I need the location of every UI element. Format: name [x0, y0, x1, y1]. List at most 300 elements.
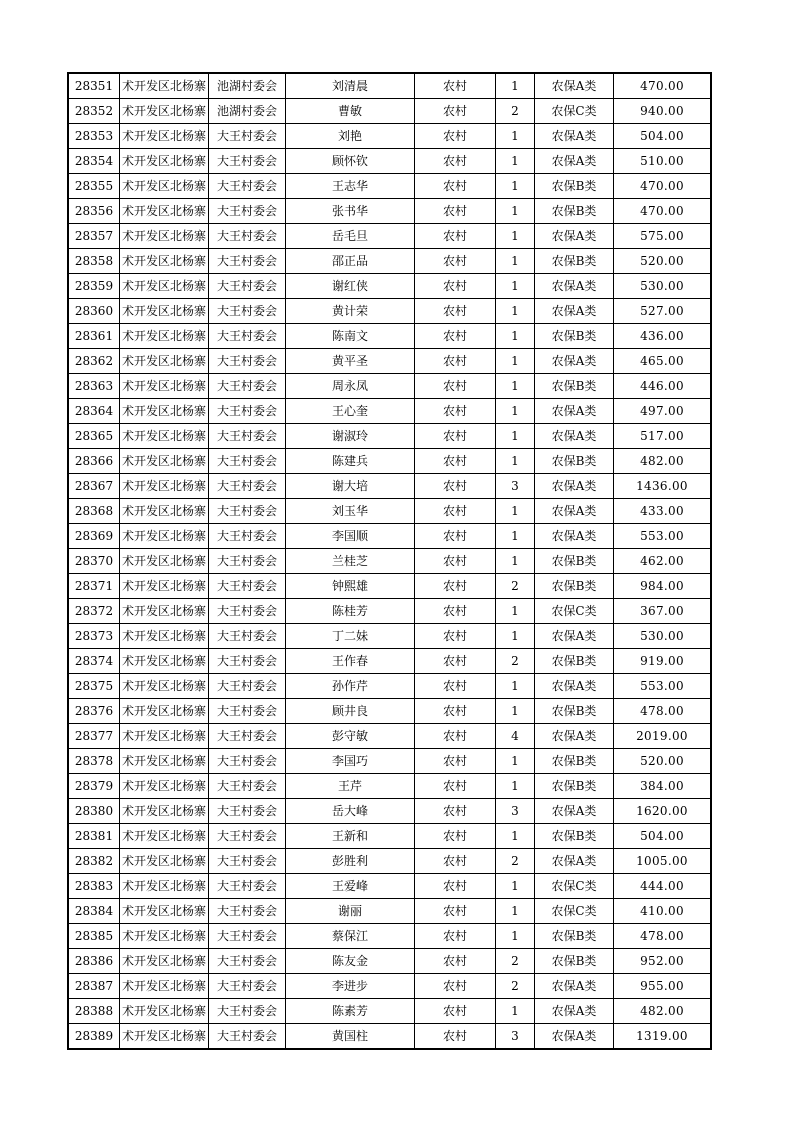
cell-class: 农保A类: [535, 349, 614, 374]
cell-count: 3: [496, 474, 535, 499]
cell-count: 1: [496, 599, 535, 624]
cell-village: 大王村委会: [209, 249, 286, 274]
cell-id: 28370: [68, 549, 120, 574]
table-row: [68, 649, 711, 674]
cell-name: 刘清晨: [286, 73, 415, 99]
cell-count: 1: [496, 999, 535, 1024]
table-row: [68, 324, 711, 349]
cell-count: 1: [496, 224, 535, 249]
cell-area: 术开发区北杨寨: [120, 949, 209, 974]
cell-area: 术开发区北杨寨: [120, 149, 209, 174]
cell-area: 术开发区北杨寨: [120, 824, 209, 849]
cell-class: 农保A类: [535, 399, 614, 424]
cell-name: 黄计荣: [286, 299, 415, 324]
cell-id: 28388: [68, 999, 120, 1024]
cell-village: 大王村委会: [209, 524, 286, 549]
cell-name: 陈素芳: [286, 999, 415, 1024]
table-row: [68, 149, 711, 174]
cell-name: 刘玉华: [286, 499, 415, 524]
cell-village: 大王村委会: [209, 849, 286, 874]
cell-village: 大王村委会: [209, 999, 286, 1024]
cell-class: 农保B类: [535, 824, 614, 849]
cell-area: 术开发区北杨寨: [120, 224, 209, 249]
cell-area: 术开发区北杨寨: [120, 774, 209, 799]
cell-village: 大王村委会: [209, 274, 286, 299]
cell-class: 农保C类: [535, 599, 614, 624]
cell-amount: 530.00: [614, 274, 712, 299]
cell-class: 农保A类: [535, 1024, 614, 1050]
cell-name: 陈南文: [286, 324, 415, 349]
cell-type: 农村: [415, 749, 496, 774]
cell-id: 28386: [68, 949, 120, 974]
cell-name: 陈建兵: [286, 449, 415, 474]
cell-village: 大王村委会: [209, 949, 286, 974]
cell-type: 农村: [415, 224, 496, 249]
cell-count: 1: [496, 349, 535, 374]
cell-type: 农村: [415, 399, 496, 424]
cell-id: 28354: [68, 149, 120, 174]
cell-area: 术开发区北杨寨: [120, 474, 209, 499]
cell-type: 农村: [415, 674, 496, 699]
cell-type: 农村: [415, 524, 496, 549]
cell-amount: 527.00: [614, 299, 712, 324]
cell-village: 大王村委会: [209, 449, 286, 474]
cell-type: 农村: [415, 1024, 496, 1050]
cell-village: 大王村委会: [209, 799, 286, 824]
cell-village: 大王村委会: [209, 349, 286, 374]
cell-id: 28358: [68, 249, 120, 274]
cell-id: 28372: [68, 599, 120, 624]
cell-type: 农村: [415, 73, 496, 99]
cell-count: 1: [496, 624, 535, 649]
table-row: [68, 299, 711, 324]
cell-class: 农保A类: [535, 149, 614, 174]
cell-amount: 482.00: [614, 449, 712, 474]
cell-id: 28369: [68, 524, 120, 549]
cell-amount: 497.00: [614, 399, 712, 424]
cell-id: 28357: [68, 224, 120, 249]
cell-amount: 410.00: [614, 899, 712, 924]
cell-village: 大王村委会: [209, 724, 286, 749]
cell-id: 28387: [68, 974, 120, 999]
cell-name: 丁二妹: [286, 624, 415, 649]
table-row: [68, 399, 711, 424]
cell-area: 术开发区北杨寨: [120, 999, 209, 1024]
cell-class: 农保B类: [535, 774, 614, 799]
cell-count: 2: [496, 574, 535, 599]
table-body: [68, 73, 711, 1049]
cell-amount: 952.00: [614, 949, 712, 974]
cell-class: 农保A类: [535, 674, 614, 699]
cell-type: 农村: [415, 274, 496, 299]
cell-type: 农村: [415, 974, 496, 999]
cell-village: 大王村委会: [209, 874, 286, 899]
table-row: [68, 424, 711, 449]
cell-type: 农村: [415, 199, 496, 224]
cell-type: 农村: [415, 549, 496, 574]
cell-class: 农保B类: [535, 374, 614, 399]
cell-amount: 520.00: [614, 749, 712, 774]
table-row: [68, 824, 711, 849]
cell-type: 农村: [415, 574, 496, 599]
cell-area: 术开发区北杨寨: [120, 499, 209, 524]
cell-id: 28368: [68, 499, 120, 524]
cell-village: 大王村委会: [209, 424, 286, 449]
cell-type: 农村: [415, 874, 496, 899]
cell-area: 术开发区北杨寨: [120, 599, 209, 624]
cell-id: 28381: [68, 824, 120, 849]
cell-name: 黄平圣: [286, 349, 415, 374]
cell-count: 2: [496, 849, 535, 874]
cell-class: 农保A类: [535, 274, 614, 299]
cell-name: 王爱峰: [286, 874, 415, 899]
cell-id: 28382: [68, 849, 120, 874]
cell-village: 大王村委会: [209, 549, 286, 574]
cell-village: 大王村委会: [209, 699, 286, 724]
cell-amount: 470.00: [614, 73, 712, 99]
table-row: [68, 274, 711, 299]
cell-class: 农保A类: [535, 799, 614, 824]
cell-amount: 444.00: [614, 874, 712, 899]
cell-class: 农保B类: [535, 249, 614, 274]
cell-count: 2: [496, 649, 535, 674]
cell-area: 术开发区北杨寨: [120, 1024, 209, 1050]
cell-amount: 478.00: [614, 924, 712, 949]
table-row: [68, 374, 711, 399]
cell-village: 大王村委会: [209, 624, 286, 649]
cell-area: 术开发区北杨寨: [120, 849, 209, 874]
table-row: [68, 874, 711, 899]
cell-name: 王心奎: [286, 399, 415, 424]
table-row: [68, 774, 711, 799]
cell-count: 1: [496, 774, 535, 799]
cell-class: 农保B类: [535, 324, 614, 349]
cell-id: 28377: [68, 724, 120, 749]
cell-amount: 1005.00: [614, 849, 712, 874]
cell-class: 农保A类: [535, 974, 614, 999]
table-row: [68, 474, 711, 499]
cell-village: 大王村委会: [209, 749, 286, 774]
cell-area: 术开发区北杨寨: [120, 299, 209, 324]
cell-count: 1: [496, 699, 535, 724]
data-table: [67, 72, 712, 1050]
cell-class: 农保A类: [535, 999, 614, 1024]
cell-name: 王作春: [286, 649, 415, 674]
cell-name: 岳大峰: [286, 799, 415, 824]
table-row: [68, 249, 711, 274]
cell-id: 28385: [68, 924, 120, 949]
cell-id: 28380: [68, 799, 120, 824]
cell-amount: 517.00: [614, 424, 712, 449]
cell-amount: 433.00: [614, 499, 712, 524]
cell-area: 术开发区北杨寨: [120, 699, 209, 724]
cell-village: 大王村委会: [209, 774, 286, 799]
cell-type: 农村: [415, 649, 496, 674]
cell-id: 28351: [68, 73, 120, 99]
cell-type: 农村: [415, 774, 496, 799]
table-row: [68, 449, 711, 474]
cell-name: 王志华: [286, 174, 415, 199]
cell-area: 术开发区北杨寨: [120, 199, 209, 224]
cell-area: 术开发区北杨寨: [120, 524, 209, 549]
cell-area: 术开发区北杨寨: [120, 449, 209, 474]
cell-type: 农村: [415, 99, 496, 124]
cell-id: 28365: [68, 424, 120, 449]
cell-count: 1: [496, 149, 535, 174]
cell-name: 谢丽: [286, 899, 415, 924]
cell-class: 农保A类: [535, 124, 614, 149]
cell-type: 农村: [415, 149, 496, 174]
cell-amount: 919.00: [614, 649, 712, 674]
cell-name: 邵正品: [286, 249, 415, 274]
cell-name: 顾怀钦: [286, 149, 415, 174]
cell-amount: 482.00: [614, 999, 712, 1024]
cell-id: 28364: [68, 399, 120, 424]
table-row: [68, 974, 711, 999]
cell-count: 1: [496, 549, 535, 574]
table-row: [68, 899, 711, 924]
cell-id: 28363: [68, 374, 120, 399]
cell-village: 大王村委会: [209, 499, 286, 524]
cell-area: 术开发区北杨寨: [120, 649, 209, 674]
cell-amount: 2019.00: [614, 724, 712, 749]
cell-class: 农保A类: [535, 474, 614, 499]
cell-type: 农村: [415, 474, 496, 499]
cell-id: 28383: [68, 874, 120, 899]
table-row: [68, 224, 711, 249]
cell-area: 术开发区北杨寨: [120, 549, 209, 574]
cell-village: 大王村委会: [209, 824, 286, 849]
cell-count: 2: [496, 949, 535, 974]
cell-amount: 384.00: [614, 774, 712, 799]
cell-count: 1: [496, 824, 535, 849]
cell-area: 术开发区北杨寨: [120, 874, 209, 899]
cell-class: 农保B类: [535, 924, 614, 949]
cell-class: 农保C类: [535, 899, 614, 924]
cell-id: 28371: [68, 574, 120, 599]
cell-type: 农村: [415, 999, 496, 1024]
cell-amount: 1620.00: [614, 799, 712, 824]
cell-amount: 984.00: [614, 574, 712, 599]
cell-amount: 446.00: [614, 374, 712, 399]
cell-name: 彭胜利: [286, 849, 415, 874]
cell-village: 大王村委会: [209, 174, 286, 199]
cell-amount: 470.00: [614, 199, 712, 224]
cell-amount: 504.00: [614, 124, 712, 149]
cell-id: 28374: [68, 649, 120, 674]
cell-class: 农保A类: [535, 849, 614, 874]
table-row: [68, 849, 711, 874]
cell-amount: 367.00: [614, 599, 712, 624]
cell-name: 王芹: [286, 774, 415, 799]
cell-name: 刘艳: [286, 124, 415, 149]
cell-count: 1: [496, 199, 535, 224]
cell-village: 大王村委会: [209, 574, 286, 599]
cell-amount: 1436.00: [614, 474, 712, 499]
cell-name: 顾井良: [286, 699, 415, 724]
cell-type: 农村: [415, 624, 496, 649]
table-row: [68, 574, 711, 599]
cell-village: 大王村委会: [209, 899, 286, 924]
cell-type: 农村: [415, 349, 496, 374]
cell-amount: 955.00: [614, 974, 712, 999]
cell-id: 28352: [68, 99, 120, 124]
cell-count: 1: [496, 399, 535, 424]
table-row: [68, 674, 711, 699]
cell-count: 1: [496, 899, 535, 924]
cell-amount: 1319.00: [614, 1024, 712, 1050]
cell-class: 农保A类: [535, 424, 614, 449]
cell-area: 术开发区北杨寨: [120, 624, 209, 649]
cell-village: 池湖村委会: [209, 99, 286, 124]
cell-amount: 510.00: [614, 149, 712, 174]
cell-type: 农村: [415, 824, 496, 849]
table-row: [68, 1024, 711, 1050]
cell-class: 农保B类: [535, 174, 614, 199]
cell-count: 2: [496, 99, 535, 124]
cell-amount: 553.00: [614, 674, 712, 699]
cell-count: 3: [496, 799, 535, 824]
cell-count: 1: [496, 749, 535, 774]
cell-count: 1: [496, 73, 535, 99]
cell-name: 谢淑玲: [286, 424, 415, 449]
cell-id: 28384: [68, 899, 120, 924]
cell-name: 曹敏: [286, 99, 415, 124]
cell-area: 术开发区北杨寨: [120, 399, 209, 424]
cell-village: 大王村委会: [209, 224, 286, 249]
cell-name: 李国巧: [286, 749, 415, 774]
cell-type: 农村: [415, 949, 496, 974]
cell-id: 28361: [68, 324, 120, 349]
cell-name: 彭守敏: [286, 724, 415, 749]
cell-type: 农村: [415, 924, 496, 949]
cell-count: 1: [496, 299, 535, 324]
cell-name: 陈桂芳: [286, 599, 415, 624]
cell-count: 1: [496, 874, 535, 899]
cell-id: 28366: [68, 449, 120, 474]
cell-class: 农保C类: [535, 99, 614, 124]
cell-area: 术开发区北杨寨: [120, 73, 209, 99]
cell-class: 农保A类: [535, 499, 614, 524]
cell-area: 术开发区北杨寨: [120, 424, 209, 449]
cell-amount: 520.00: [614, 249, 712, 274]
cell-type: 农村: [415, 124, 496, 149]
cell-area: 术开发区北杨寨: [120, 924, 209, 949]
table-row: [68, 749, 711, 774]
cell-type: 农村: [415, 449, 496, 474]
cell-count: 4: [496, 724, 535, 749]
table-row: [68, 124, 711, 149]
cell-id: 28378: [68, 749, 120, 774]
cell-type: 农村: [415, 174, 496, 199]
cell-area: 术开发区北杨寨: [120, 174, 209, 199]
cell-count: 1: [496, 274, 535, 299]
cell-count: 1: [496, 499, 535, 524]
cell-amount: 462.00: [614, 549, 712, 574]
cell-amount: 504.00: [614, 824, 712, 849]
cell-amount: 553.00: [614, 524, 712, 549]
table-row: [68, 999, 711, 1024]
table-row: [68, 924, 711, 949]
cell-village: 大王村委会: [209, 649, 286, 674]
cell-amount: 478.00: [614, 699, 712, 724]
cell-name: 孙作芹: [286, 674, 415, 699]
cell-class: 农保B类: [535, 199, 614, 224]
cell-class: 农保B类: [535, 649, 614, 674]
cell-village: 大王村委会: [209, 299, 286, 324]
table-row: [68, 799, 711, 824]
cell-class: 农保A类: [535, 299, 614, 324]
cell-area: 术开发区北杨寨: [120, 899, 209, 924]
cell-id: 28389: [68, 1024, 120, 1050]
table-row: [68, 949, 711, 974]
cell-class: 农保A类: [535, 724, 614, 749]
cell-name: 谢大培: [286, 474, 415, 499]
cell-village: 大王村委会: [209, 599, 286, 624]
cell-area: 术开发区北杨寨: [120, 799, 209, 824]
cell-count: 3: [496, 1024, 535, 1050]
cell-amount: 530.00: [614, 624, 712, 649]
cell-village: 大王村委会: [209, 124, 286, 149]
cell-count: 1: [496, 449, 535, 474]
cell-count: 1: [496, 124, 535, 149]
cell-amount: 940.00: [614, 99, 712, 124]
cell-type: 农村: [415, 699, 496, 724]
cell-area: 术开发区北杨寨: [120, 749, 209, 774]
table-row: [68, 174, 711, 199]
cell-area: 术开发区北杨寨: [120, 674, 209, 699]
cell-class: 农保B类: [535, 549, 614, 574]
cell-area: 术开发区北杨寨: [120, 249, 209, 274]
cell-name: 陈友金: [286, 949, 415, 974]
cell-area: 术开发区北杨寨: [120, 724, 209, 749]
cell-id: 28359: [68, 274, 120, 299]
cell-name: 周永凤: [286, 374, 415, 399]
cell-type: 农村: [415, 324, 496, 349]
cell-count: 1: [496, 674, 535, 699]
cell-village: 大王村委会: [209, 199, 286, 224]
table-row: [68, 499, 711, 524]
cell-village: 大王村委会: [209, 924, 286, 949]
cell-village: 大王村委会: [209, 974, 286, 999]
cell-village: 大王村委会: [209, 149, 286, 174]
table-row: [68, 199, 711, 224]
cell-type: 农村: [415, 499, 496, 524]
cell-class: 农保A类: [535, 73, 614, 99]
cell-type: 农村: [415, 799, 496, 824]
cell-name: 李进步: [286, 974, 415, 999]
cell-id: 28367: [68, 474, 120, 499]
cell-name: 王新和: [286, 824, 415, 849]
cell-id: 28373: [68, 624, 120, 649]
cell-name: 黄国柱: [286, 1024, 415, 1050]
cell-class: 农保B类: [535, 749, 614, 774]
cell-count: 1: [496, 174, 535, 199]
cell-amount: 436.00: [614, 324, 712, 349]
cell-count: 1: [496, 324, 535, 349]
cell-village: 大王村委会: [209, 374, 286, 399]
cell-name: 蔡保江: [286, 924, 415, 949]
cell-class: 农保B类: [535, 699, 614, 724]
cell-type: 农村: [415, 899, 496, 924]
cell-id: 28353: [68, 124, 120, 149]
cell-name: 谢红侠: [286, 274, 415, 299]
cell-class: 农保B类: [535, 949, 614, 974]
cell-type: 农村: [415, 424, 496, 449]
cell-type: 农村: [415, 374, 496, 399]
cell-count: 1: [496, 374, 535, 399]
cell-type: 农村: [415, 249, 496, 274]
